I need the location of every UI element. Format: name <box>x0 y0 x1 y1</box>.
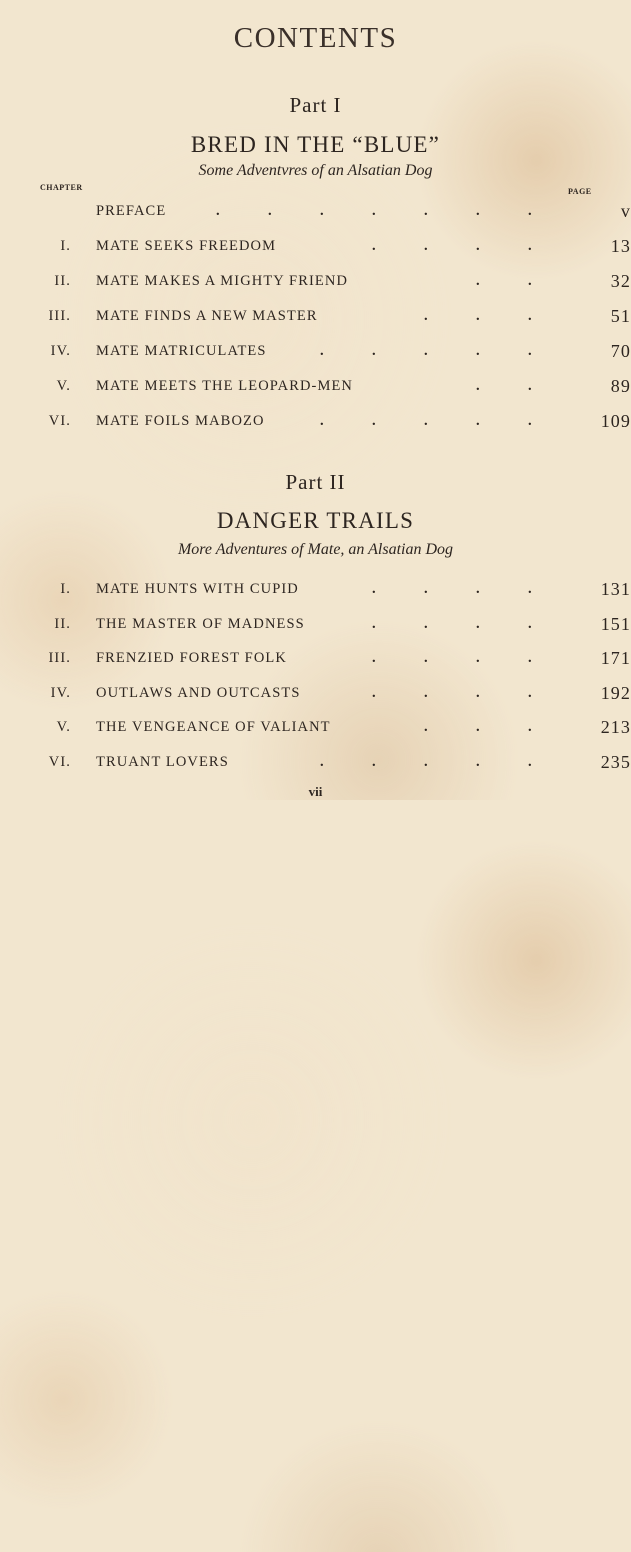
leader-dot: . <box>424 684 429 701</box>
chapter-number: I. <box>60 581 71 597</box>
leader-dot: . <box>372 413 377 429</box>
chapter-title: MATE FOILS MABOZO <box>96 413 265 429</box>
chapter-title: TRUANT LOVERS <box>96 754 229 770</box>
part-1-title: BRED IN THE “BLUE” <box>190 132 441 157</box>
leader-dot: . <box>372 650 377 667</box>
chapter-number: V. <box>56 719 71 736</box>
leader-dot: . <box>216 203 221 219</box>
leader-dot: . <box>424 754 429 770</box>
chapter-title: OUTLAWS AND OUTCASTS <box>96 684 301 701</box>
leader-dot: . <box>372 581 377 597</box>
chapter-title: PREFACE <box>96 203 167 219</box>
leader-dot: . <box>372 754 377 770</box>
leader-dot: . <box>372 684 377 701</box>
chapter-number: IV. <box>50 343 71 359</box>
chapter-number: III. <box>48 650 71 667</box>
leader-dot: . <box>528 413 533 429</box>
page-reference: 171 <box>600 648 631 669</box>
leader-dot: . <box>476 684 481 701</box>
leader-dot: . <box>528 273 533 289</box>
chapter-title: THE MASTER OF MADNESS <box>96 615 305 632</box>
chapter-number: IV. <box>50 684 71 701</box>
leader-dot: . <box>476 615 481 632</box>
leader-dot: . <box>528 615 533 632</box>
page-reference: 192 <box>600 682 631 703</box>
chapter-title: MATE FINDS A NEW MASTER <box>96 308 318 324</box>
toc-entry <box>0 719 631 743</box>
page-reference: 89 <box>610 376 631 396</box>
toc-entry <box>0 682 631 709</box>
leader-dot: . <box>528 719 533 736</box>
part-2-label: Part II <box>285 470 346 494</box>
leader-dot: . <box>528 308 533 324</box>
page-column-label: PAGE <box>568 187 592 196</box>
toc-entry <box>0 754 631 778</box>
chapter-title: MATE MATRICULATES <box>96 343 267 359</box>
leader-dot: . <box>528 684 533 701</box>
page-reference: 13 <box>610 236 631 256</box>
leader-dot: . <box>476 308 481 324</box>
chapter-number: II. <box>54 615 71 632</box>
leader-dot: . <box>476 273 481 289</box>
part-2-title: DANGER TRAILS <box>216 508 415 533</box>
toc-entry <box>0 273 631 297</box>
leader-dot: . <box>528 203 533 219</box>
leader-dot: . <box>476 238 481 254</box>
leader-dot: . <box>320 754 325 770</box>
page-reference: 109 <box>600 411 631 431</box>
leader-dot: . <box>372 203 377 219</box>
page-reference: 213 <box>600 717 631 738</box>
toc-entry <box>0 378 631 402</box>
chapter-number: II. <box>54 273 71 289</box>
chapter-number: III. <box>48 308 71 324</box>
chapter-column-label: CHAPTER <box>40 183 83 192</box>
leader-dot: . <box>476 581 481 597</box>
chapter-title: MATE SEEKS FREEDOM <box>96 238 277 254</box>
leader-dot: . <box>424 413 429 429</box>
toc-entry <box>0 650 631 674</box>
leader-dot: . <box>424 203 429 219</box>
leader-dot: . <box>476 754 481 770</box>
leader-dot: . <box>320 343 325 359</box>
page-reference: 70 <box>610 341 631 361</box>
part-1-subtitle: Some Adventvres of an Alsatian Dog <box>198 162 433 179</box>
toc-entry <box>0 581 631 605</box>
page-reference: 235 <box>600 752 631 772</box>
page-reference: 131 <box>600 579 631 599</box>
leader-dot: . <box>476 378 481 394</box>
page-reference: 151 <box>600 613 631 634</box>
chapter-number: VI. <box>48 754 71 770</box>
page-number: vii <box>308 784 323 799</box>
chapter-number: V. <box>56 378 71 394</box>
toc-entry <box>0 308 631 332</box>
page-reference: 32 <box>610 271 631 291</box>
leader-dot: . <box>372 343 377 359</box>
leader-dot: . <box>424 238 429 254</box>
leader-dot: . <box>476 343 481 359</box>
leader-dot: . <box>476 203 481 219</box>
leader-dot: . <box>424 308 429 324</box>
chapter-title: THE VENGEANCE OF VALIANT <box>96 719 331 736</box>
leader-dot: . <box>528 650 533 667</box>
leader-dot: . <box>528 754 533 770</box>
leader-dot: . <box>476 650 481 667</box>
page-reference: v <box>620 201 631 221</box>
leader-dot: . <box>424 343 429 359</box>
leader-dot: . <box>268 203 273 219</box>
leader-dot: . <box>476 413 481 429</box>
leader-dot: . <box>528 378 533 394</box>
chapter-title: FRENZIED FOREST FOLK <box>96 650 287 667</box>
chapter-title: MATE MEETS THE LEOPARD-MEN <box>96 378 353 394</box>
toc-entry <box>0 613 631 640</box>
chapter-number: I. <box>60 238 71 254</box>
chapter-number: VI. <box>48 413 71 429</box>
toc-entry <box>0 238 631 262</box>
part-1-label: Part I <box>289 93 342 117</box>
leader-dot: . <box>372 615 377 632</box>
leader-dot: . <box>528 238 533 254</box>
chapter-title: MATE HUNTS WITH CUPID <box>96 581 299 597</box>
leader-dot: . <box>424 615 429 632</box>
leader-dot: . <box>424 650 429 667</box>
chapter-title: MATE MAKES A MIGHTY FRIEND <box>96 273 349 289</box>
leader-dot: . <box>476 719 481 736</box>
leader-dot: . <box>528 581 533 597</box>
leader-dot: . <box>528 343 533 359</box>
leader-dot: . <box>320 413 325 429</box>
leader-dot: . <box>372 238 377 254</box>
leader-dot: . <box>424 581 429 597</box>
page-title: CONTENTS <box>233 22 398 54</box>
part-2-subtitle: More Adventures of Mate, an Alsatian Dog <box>177 541 454 558</box>
toc-entry <box>0 203 631 227</box>
leader-dot: . <box>320 203 325 219</box>
leader-dot: . <box>424 719 429 736</box>
page-reference: 51 <box>610 306 631 326</box>
toc-entry <box>0 343 631 367</box>
toc-entry <box>0 413 631 437</box>
